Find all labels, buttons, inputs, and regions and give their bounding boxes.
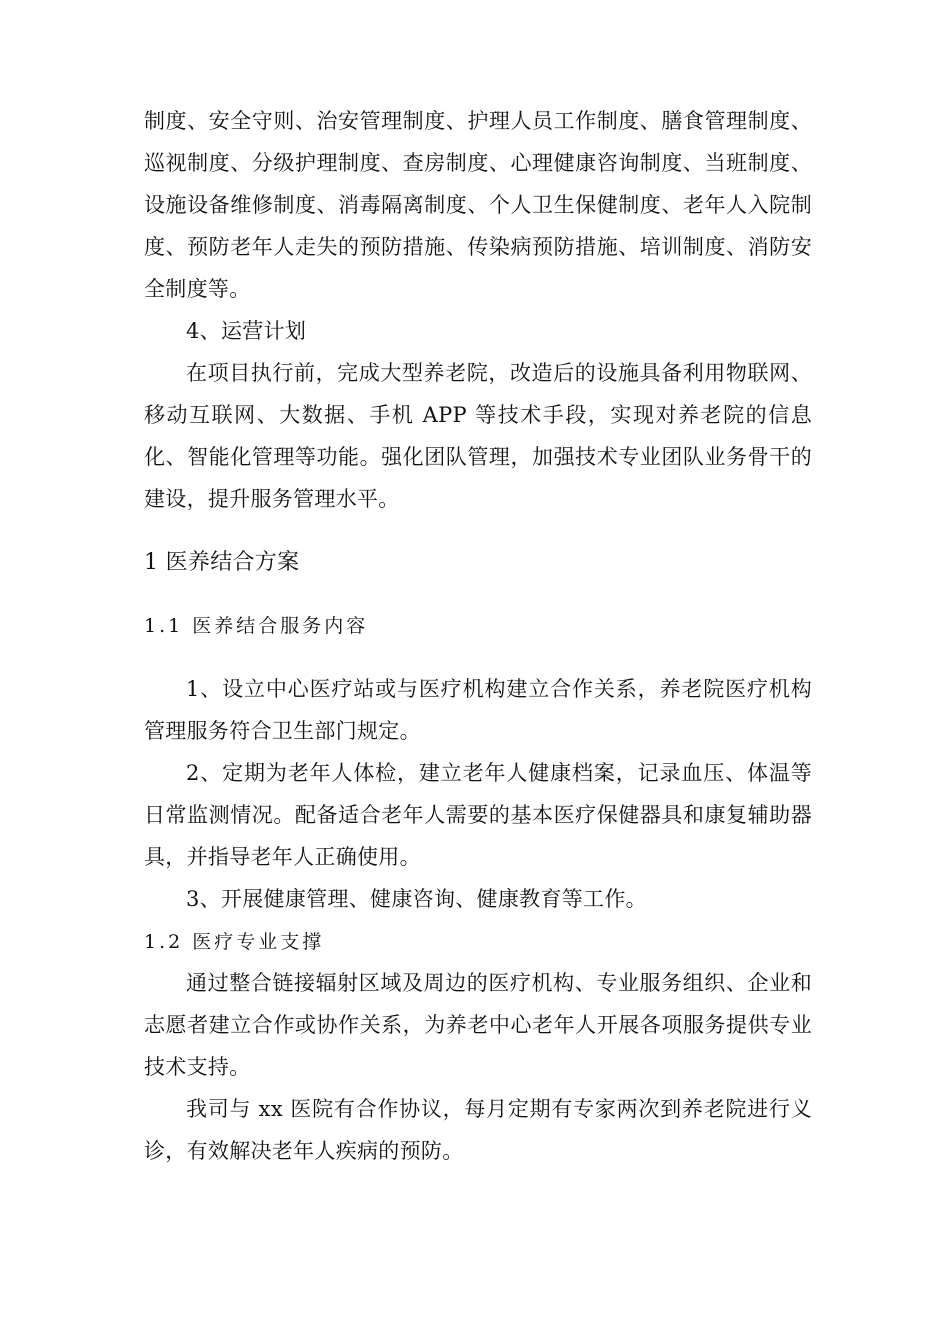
document-body: [144, 100, 812, 1172]
section-heading-medical-care: 1 医养结合方案: [144, 550, 300, 575]
paragraph-medical-support: 通过整合链接辐射区域及周边的医疗机构、专业服务组织、企业和志愿者建立合作或协作关系，为养老中心老年人开展各项服务提供专业技术支持。: [144, 971, 812, 1079]
paragraph-system-list: 制度、安全守则、治安管理制度、护理人员工作制度、膳食管理制度、巡视制度、分级护理制度、查房制度、心理健康咨询制度、当班制度、设施设备维修制度、消毒隔离制度、个人卫生保健制度、老年人入院制度、预防老年人走失的预防措施、传染病预防措施、培训制度、消防安全制度等。: [144, 109, 812, 301]
list-item-2: 2、定期为老年人体检，建立老年人健康档案，记录血压、体温等日常监测情况。配备适合老年人需要的基本医疗保健器具和康复辅助器具，并指导老年人正确使用。: [144, 761, 812, 869]
paragraph-hospital-agreement: 我司与 xx 医院有合作协议，每月定期有专家两次到养老院进行义诊，有效解决老年人疾病的预防。: [144, 1097, 812, 1163]
item-operation-plan: 4、运营计划: [186, 319, 307, 343]
subsection-heading-medical-support: 1.2 医疗专业支撑: [144, 931, 325, 953]
paragraph-operation-plan: 在项目执行前，完成大型养老院，改造后的设施具备利用物联网、移动互联网、大数据、手机 APP 等技术手段，实现对养老院的信息化、智能化管理等功能。强化团队管理，加强技术专业团队业务骨干的建设，提升服务管理水平。: [144, 361, 812, 511]
list-item-1: 1、设立中心医疗站或与医疗机构建立合作关系，养老院医疗机构管理服务符合卫生部门规定。: [144, 677, 812, 743]
subsection-heading-service-content: 1.1 医养结合服务内容: [144, 615, 369, 637]
list-item-3: 3、开展健康管理、健康咨询、健康教育等工作。: [186, 887, 647, 911]
